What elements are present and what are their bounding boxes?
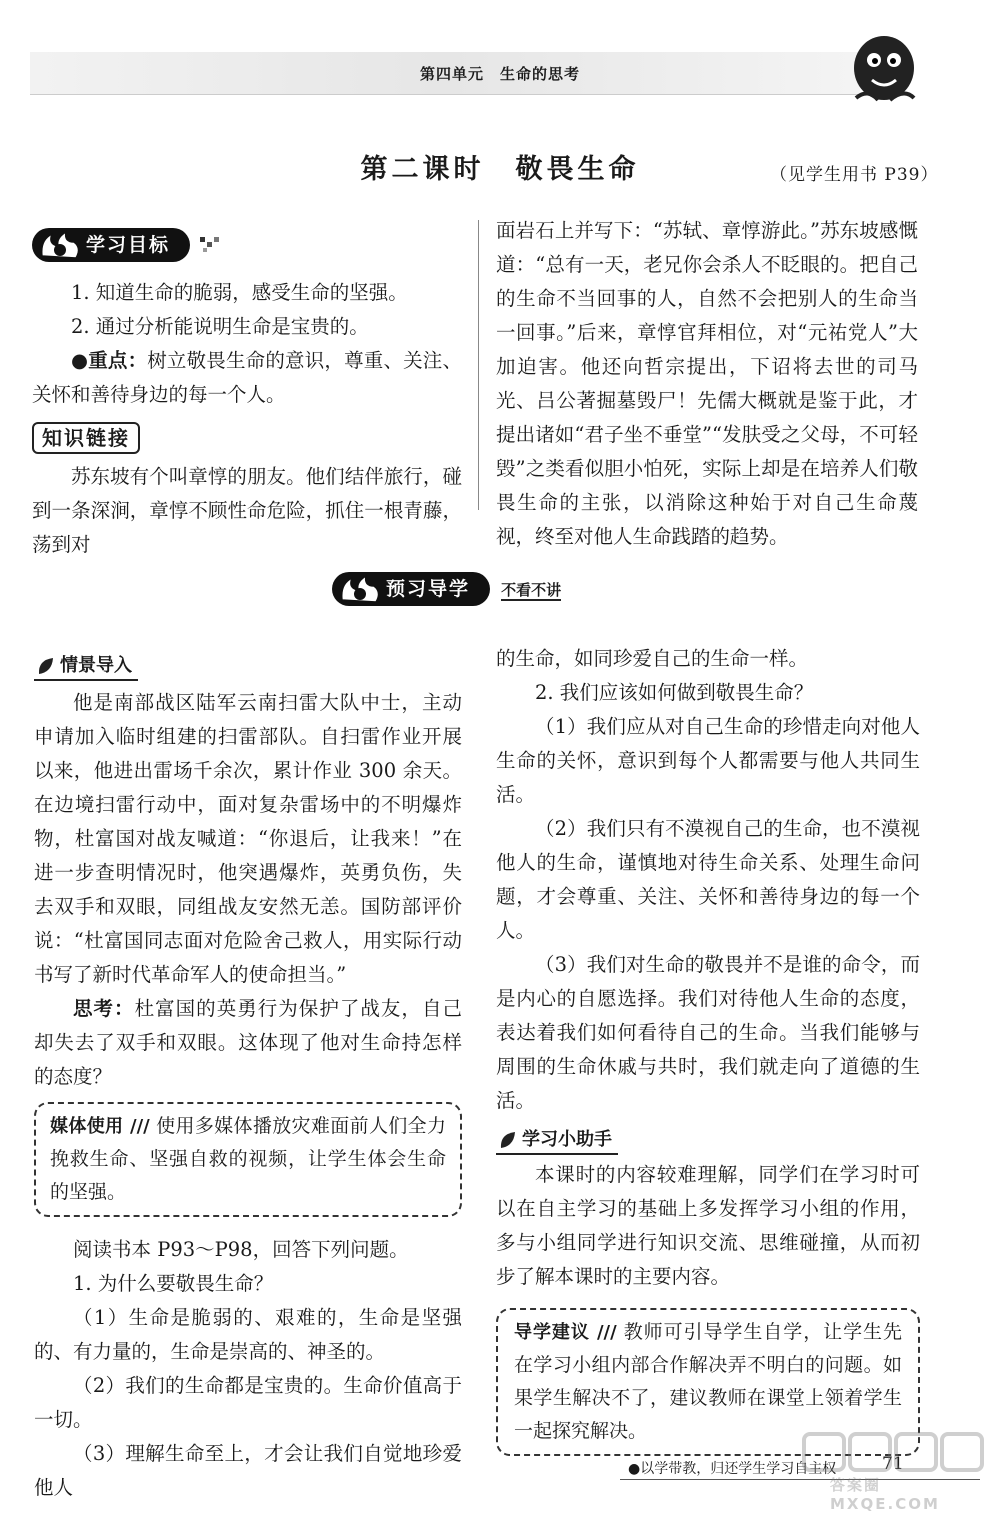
column-divider <box>478 220 479 510</box>
leaf-icon <box>498 1130 518 1150</box>
answer-2-item: （1）我们应从对自己生命的珍惜走向对他人生命的关怀，意识到每个人都需要与他人共同生活。 <box>496 715 920 806</box>
pixel-decoration-icon <box>200 237 222 255</box>
key-label: ●重点： <box>71 349 148 372</box>
page-number: 71 <box>882 1454 904 1474</box>
goal-item: 1. 知道生命的脆弱，感受生命的坚强。 <box>71 281 408 304</box>
answer-1-item: （1）生命是脆弱的、艰难的，生命是坚强的、有力量的，生命是崇高的、神圣的。 <box>34 1306 462 1363</box>
think-text: 杜富国的英勇行为保护了战友，自己却失去了双手和双眼。这体现了他对生命持怎样的态度？ <box>34 997 462 1088</box>
pre-study-sub: 不看不讲 <box>501 581 562 599</box>
knowledge-link-tag: 知识链接 <box>32 422 140 454</box>
knowledge-continued <box>496 214 918 554</box>
question-2: 2. 我们应该如何做到敬畏生命？ <box>535 681 814 704</box>
lower-right-column <box>496 642 920 1456</box>
pre-study-header <box>332 572 561 606</box>
key-text: 树立敬畏生命的意识，尊重、关注、关怀和善待身边的每一个人。 <box>32 349 462 406</box>
lower-left-column <box>34 648 462 1505</box>
answer-2-item: （3）我们对生命的敬畏并不是谁的命令，而是内心的自愿选择。我们对待他人生命的态度，表达着我们如何看待自己的生命。当我们能够与周围的生命休戚与共时，我们就走向了道德的生活。 <box>496 953 920 1112</box>
lesson-title: 第二课时 敬畏生命 <box>360 154 640 185</box>
watermark-text: 答案圈 MXQE.COM <box>830 1476 940 1513</box>
guide-label: 导学建议 /// <box>514 1322 617 1343</box>
flame-logo-icon <box>338 574 382 604</box>
media-box <box>34 1102 462 1217</box>
reference-note: （见学生用书 P39） <box>770 165 939 185</box>
goals-section <box>32 228 462 562</box>
media-label: 媒体使用 /// <box>50 1116 150 1137</box>
mascot-icon <box>848 28 920 106</box>
answer-2-item: （2）我们只有不漠视自己的生命，也不漠视他人的生命，谨慎地对待生命关系、处理生命问题，才会尊重、关注、关怀和善待身边的每一个人。 <box>496 817 920 942</box>
scene-head: 情景导入 <box>34 653 138 681</box>
knowledge-text-left: 苏东坡有个叫章惇的朋友。他们结伴旅行，碰到一条深涧，章惇不顾性命危险，抓住一根青藤，荡到对 <box>32 465 462 556</box>
goal-item: 2. 通过分析能说明生命是宝贵的。 <box>71 315 369 338</box>
guide-text: 教师可引导学生自学，让学生先在学习小组内部合作解决弄不明白的问题。如果学生解决不了，建议教师在课堂上领着学生一起探究解决。 <box>514 1321 902 1442</box>
helper-text: 本课时的内容较难理解，同学们在学习时可以在自主学习的基础上多发挥学习小组的作用，多与小组同学进行知识交流、思维碰撞，从而初步了解本课时的主要内容。 <box>496 1163 920 1288</box>
think-label: 思考： <box>73 997 135 1020</box>
helper-head: 学习小助手 <box>496 1127 618 1155</box>
reading-intro: 阅读书本 P93～P98，回答下列问题。 <box>73 1238 409 1261</box>
watermark <box>800 1428 990 1513</box>
pre-study-badge: 预习导学 <box>332 572 490 606</box>
goals-badge: 学习目标 <box>32 228 190 262</box>
question-1: 1. 为什么要敬畏生命？ <box>73 1272 274 1295</box>
scene-story: 他是南部战区陆军云南扫雷大队中士，主动申请加入临时组建的扫雷部队。自扫雷作业开展以来，他进出雷场千余次，累计作业 300 余天。在边境扫雷行动中，面对复杂雷场中的不明爆炸物，杜富国对战友喊道：“你退后，让我来！”在进一步查明情况时，他突遇爆炸，英勇负伤，失去双手和双眼，同组战友安然无恙。国防部评价说：“杜富国同志面对危险舍己救人，用实际行动书写了新时代革命军人的使命担当。” <box>34 691 462 986</box>
leaf-icon <box>36 656 56 676</box>
answer-1-continued: 的生命，如同珍爱自己的生命一样。 <box>496 647 809 670</box>
media-text: 使用多媒体播放灾难面前人们全力挽救生命、坚强自救的视频，让学生体会生命的坚强。 <box>50 1115 446 1203</box>
flame-logo-icon <box>38 230 82 260</box>
unit-header: 第四单元 生命的思考 <box>419 65 580 83</box>
footer-slogan: ●以学带教，归还学生学习自主权 <box>628 1461 837 1477</box>
answer-1-item: （3）理解生命至上，才会让我们自觉地珍爱他人 <box>34 1442 462 1499</box>
knowledge-text-right: 面岩石上并写下：“苏轼、章惇游此。”苏东坡感慨道：“总有一天，老兄你会杀人不眨眼的。把自己的生命不当回事的人，自然不会把别人的生命当一回事。”后来，章惇官拜相位，对“元祐党人”大加迫害。他还向哲宗提出，下诏将去世的司马光、吕公著掘墓毁尸！先儒大概就是鉴于此，才提出诸如“君子坐不垂堂”“发肤受之父母，不可轻毁”之类看似胆小怕死，实际上却是在培养人们敬畏生命的主张，以消除这种始于对自己生命蔑视，终至对他人生命践踏的趋势。 <box>496 219 918 548</box>
answer-1-item: （2）我们的生命都是宝贵的。生命价值高于一切。 <box>34 1374 462 1431</box>
